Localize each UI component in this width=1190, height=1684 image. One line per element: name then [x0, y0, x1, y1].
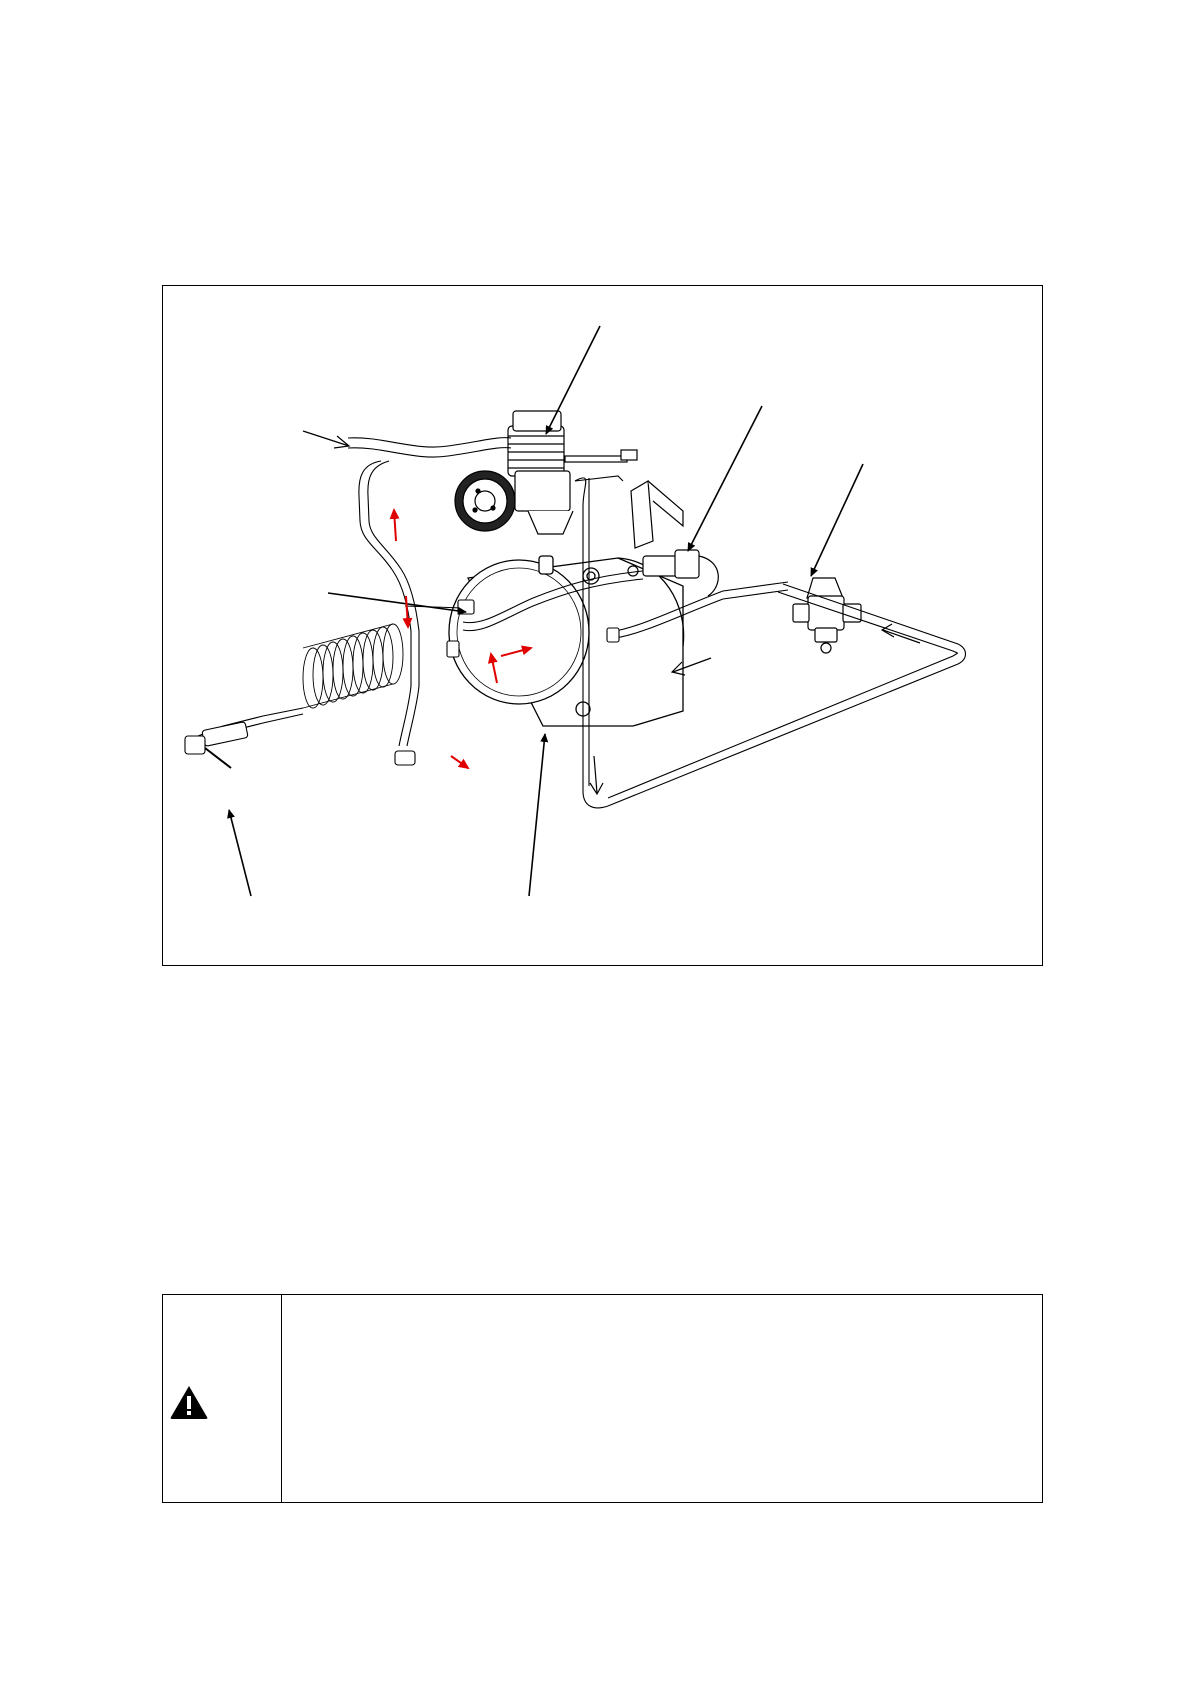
warning-triangle-icon — [169, 1384, 209, 1420]
leader-unloader — [688, 406, 762, 551]
leader-regulator — [811, 464, 863, 576]
air-tank — [449, 556, 684, 726]
leader-compressor — [546, 326, 600, 434]
leader-tank — [529, 734, 545, 896]
figure-frame — [162, 285, 1043, 966]
air-chuck — [185, 722, 248, 768]
mounting-bracket — [631, 481, 683, 548]
warning-text-cell — [282, 1295, 1042, 1502]
compressor — [455, 411, 637, 534]
air-system-diagram — [163, 286, 1044, 967]
warning-box — [162, 1294, 1043, 1503]
leader-outlet — [328, 593, 466, 612]
warning-icon-cell — [163, 1295, 282, 1502]
pressure-regulator — [793, 578, 861, 653]
leader-chuck — [229, 810, 251, 896]
coil-hose — [303, 624, 403, 708]
